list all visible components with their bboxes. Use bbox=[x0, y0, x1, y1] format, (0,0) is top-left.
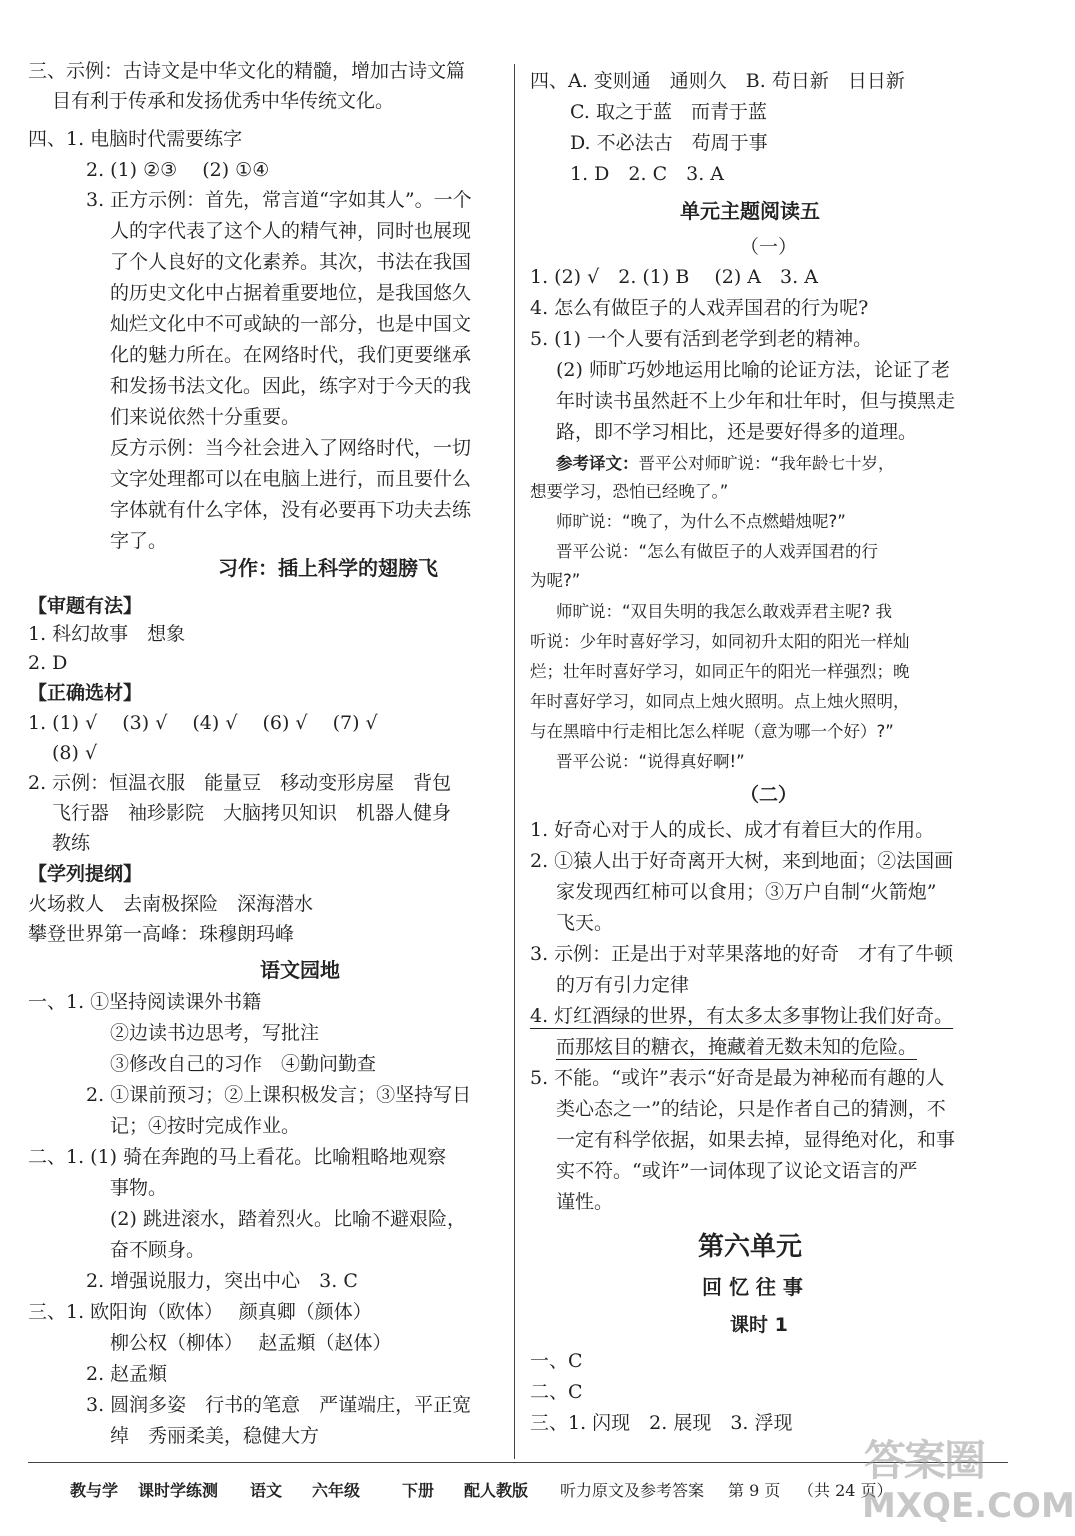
right-text-line: 参考译文：晋平公对师旷说：“我年龄七十岁， bbox=[556, 454, 895, 473]
left-text-line: 文字处理都可以在电脑上进行，而且要什么 bbox=[110, 468, 472, 490]
footer-page: 第 9 页 bbox=[728, 1481, 781, 1500]
right-text-line: 想要学习，恐怕已经晚了。” bbox=[530, 482, 729, 501]
left-text-line: 【审题有法】 bbox=[28, 595, 143, 617]
left-text-line: 飞行器 袖珍影院 大脑拷贝知识 机器人健身 bbox=[52, 802, 452, 824]
right-text-line: 三、1. 闪现 2. 展现 3. 浮现 bbox=[530, 1412, 793, 1434]
left-text-line: 反方示例：当今社会进入了网络时代，一切 bbox=[110, 437, 472, 459]
left-text-line: ③修改自己的习作 ④勤问勤查 bbox=[110, 1053, 377, 1075]
text-label: 参考译文： bbox=[556, 454, 639, 473]
right-text-line: 1. 好奇心对于人的成长、成才有着巨大的作用。 bbox=[530, 819, 935, 841]
right-text-line: 4. 怎么有做臣子的人戏弄国君的行为呢? bbox=[530, 297, 869, 319]
right-text-line: 一、C bbox=[530, 1350, 583, 1372]
left-text-line: 们来说依然十分重要。 bbox=[110, 406, 301, 428]
right-text-line: （二） bbox=[740, 784, 798, 806]
watermark-logo bbox=[852, 1428, 1075, 1533]
left-text-line: 的历史文化中占据着重要地位，是我国悠久 bbox=[110, 282, 472, 304]
right-text-line: 四、A. 变则通 通则久 B. 苟日新 日日新 bbox=[530, 70, 905, 92]
footer-series: 课时学练测 bbox=[138, 1481, 219, 1500]
left-text-line: 语文园地 bbox=[260, 958, 340, 982]
right-text-line: C. 取之于蓝 而青于蓝 bbox=[570, 101, 767, 123]
right-text-line: 的万有引力定律 bbox=[556, 974, 690, 996]
left-text-line: 2. D bbox=[28, 652, 68, 674]
left-text-line: 灿烂文化中不可或缺的一部分，也是中国文 bbox=[110, 313, 472, 335]
left-text-line: 三、示例：古诗文是中华文化的精髓，增加古诗文篇 bbox=[28, 60, 466, 82]
right-text-line: 单元主题阅读五 bbox=[680, 199, 820, 223]
left-text-line: 四、1. 电脑时代需要练字 bbox=[28, 128, 243, 150]
left-text-line: 字了。 bbox=[110, 530, 168, 552]
right-text-line: 回 忆 往 事 bbox=[702, 1275, 803, 1299]
watermark-text: 答案圈 bbox=[864, 1436, 985, 1485]
right-text-line: 年时读书虽然赶不上少年和壮年时，但与摸黑走 bbox=[556, 390, 956, 412]
right-text-line: 课时 1 bbox=[730, 1314, 788, 1336]
right-text-line: 听说：少年时喜好学习，如同初升太阳的阳光一样灿 bbox=[530, 632, 910, 651]
right-text-line: 4. 灯红酒绿的世界，有太多太多事物让我们好奇。 bbox=[530, 1005, 954, 1027]
right-text-line: 谨性。 bbox=[556, 1191, 614, 1213]
footer-volume: 下册 bbox=[402, 1481, 435, 1500]
right-text-line: 1. D 2. C 3. A bbox=[570, 163, 724, 185]
left-text-line: 【学列提纲】 bbox=[28, 863, 143, 885]
right-text-line: 二、C bbox=[530, 1381, 583, 1403]
left-text-line: ②边读书边思考，写批注 bbox=[110, 1022, 320, 1044]
footer-section: 听力原文及参考答案 bbox=[560, 1481, 705, 1500]
footer-total: （共 24 页） bbox=[798, 1481, 893, 1500]
left-text-line: 3. 圆润多姿 行书的笔意 严谨端庄，平正宽 bbox=[86, 1394, 472, 1416]
column-divider bbox=[514, 64, 515, 1459]
right-text-line: （一） bbox=[740, 236, 798, 258]
left-text-line: 事物。 bbox=[110, 1177, 168, 1199]
left-text-line: (8) √ bbox=[52, 742, 98, 764]
right-text-line: 与在黑暗中行走相比怎么样呢（意为哪一个好）?” bbox=[530, 722, 894, 741]
right-text-line: 家发现西红柿可以食用；③万户自制“火箭炮” bbox=[556, 881, 937, 903]
right-text-line: 5. (1) 一个人要有活到老学到老的精神。 bbox=[530, 328, 873, 350]
left-text-line: 了个人良好的文化素养。其次，书法在我国 bbox=[110, 251, 472, 273]
left-text-line: 火场救人 去南极探险 深海潜水 bbox=[28, 893, 314, 915]
left-text-line: 2. 赵孟頫 bbox=[86, 1363, 168, 1385]
left-text-line: 2. 示例：恒温衣服 能量豆 移动变形房屋 背包 bbox=[28, 772, 452, 794]
right-text-line: 师旷说：“晚了，为什么不点燃蜡烛呢?” bbox=[556, 512, 846, 531]
right-text-line: 第六单元 bbox=[698, 1232, 803, 1262]
left-text-line: 2. 增强说服力，突出中心 3. C bbox=[86, 1270, 358, 1292]
right-text-line: 飞天。 bbox=[556, 912, 614, 934]
footer-brand: 教与学 bbox=[70, 1481, 119, 1500]
left-text-line: 人的字代表了这个人的精气神，同时也展现 bbox=[110, 220, 472, 242]
right-text-line: (2) 师旷巧妙地运用比喻的论证方法，论证了老 bbox=[556, 359, 950, 381]
left-text-line: 1. 科幻故事 想象 bbox=[28, 623, 186, 645]
watermark-url: MXQE.COM bbox=[862, 1486, 1075, 1526]
left-text-line: 字体就有什么字体，没有必要再下功夫去练 bbox=[110, 499, 472, 521]
right-text-line: 路，即不学习相比，还是要好得多的道理。 bbox=[556, 421, 918, 443]
left-text-line: 二、1. (1) 骑在奔跑的马上看花。比喻粗略地观察 bbox=[28, 1146, 447, 1168]
right-text-line: 3. 示例：正是出于对苹果落地的好奇 才有了牛顿 bbox=[530, 943, 954, 965]
footer-subject: 语文 bbox=[250, 1481, 283, 1500]
left-text-line: 柳公权（柳体） 赵孟頫（赵体） bbox=[110, 1332, 392, 1354]
right-text-line: 实不符。“或许”一词体现了议论文语言的严 bbox=[556, 1160, 918, 1182]
left-text-line: 奋不顾身。 bbox=[110, 1239, 206, 1261]
footer-grade: 六年级 bbox=[312, 1481, 361, 1500]
left-text-line: 习作：插上科学的翅膀飞 bbox=[218, 556, 438, 580]
right-text-line: 1. (2) √ 2. (1) B (2) A 3. A bbox=[530, 266, 818, 288]
left-text-line: 2. (1) ②③ (2) ①④ bbox=[86, 159, 270, 181]
left-text-line: 记；④按时完成作业。 bbox=[110, 1115, 301, 1137]
left-text-line: 绰 秀丽柔美，稳健大方 bbox=[110, 1425, 320, 1447]
left-text-line: 3. 正方示例：首先，常言道“字如其人”。一个 bbox=[86, 189, 472, 211]
left-text-line: 化的魅力所在。在网络时代，我们更要继承 bbox=[110, 344, 472, 366]
left-text-line: 一、1. ①坚持阅读课外书籍 bbox=[28, 991, 262, 1013]
right-text-line: 而那炫目的糖衣，掩藏着无数未知的危险。 bbox=[556, 1036, 918, 1058]
right-text-line: 师旷说：“双目失明的我怎么敢戏弄君主呢? 我 bbox=[556, 602, 893, 621]
left-text-line: (2) 跳进滚水，踏着烈火。比喻不避艰险， bbox=[110, 1208, 466, 1230]
right-text-line: 一定有科学依据，如果去掉，显得绝对化，和事 bbox=[556, 1129, 956, 1151]
left-text-line: 目有利于传承和发扬优秀中华传统文化。 bbox=[52, 90, 395, 112]
right-text-line: 5. 不能。“或许”表示“好奇是最为神秘而有趣的人 bbox=[530, 1067, 945, 1089]
left-text-line: 1. (1) √ (3) √ (4) √ (6) √ (7) √ bbox=[28, 712, 378, 734]
left-text-line: 和发扬书法文化。因此，练字对于今天的我 bbox=[110, 375, 472, 397]
right-text-line: 晋平公说：“说得真好啊!” bbox=[556, 752, 745, 771]
left-text-line: 三、1. 欧阳询（欧体） 颜真卿（颜体） bbox=[28, 1301, 372, 1323]
right-text-line: 类心态之一”的结论，只是作者自己的猜测，不 bbox=[556, 1098, 946, 1120]
left-text-line: 教练 bbox=[52, 832, 91, 854]
right-text-line: 2. ①猿人出于好奇离开大树，来到地面；②法国画 bbox=[530, 850, 954, 872]
right-text-line: 烂；壮年时喜好学习，如同正午的阳光一样强烈；晚 bbox=[530, 662, 910, 681]
right-text-line: D. 不必法古 苟周于事 bbox=[570, 132, 768, 154]
left-text-line: 攀登世界第一高峰：珠穆朗玛峰 bbox=[28, 923, 295, 945]
left-text-line: 【正确选材】 bbox=[28, 682, 143, 704]
footer-edition: 配人教版 bbox=[464, 1481, 529, 1500]
left-text-line: 2. ①课前预习；②上课积极发言；③坚持写日 bbox=[86, 1084, 472, 1106]
right-text-line: 晋平公说：“怎么有做臣子的人戏弄国君的行 bbox=[556, 542, 879, 561]
right-text-line: 年时喜好学习，如同点上烛火照明。点上烛火照明， bbox=[530, 692, 910, 711]
right-text-line: 为呢?” bbox=[530, 571, 581, 590]
